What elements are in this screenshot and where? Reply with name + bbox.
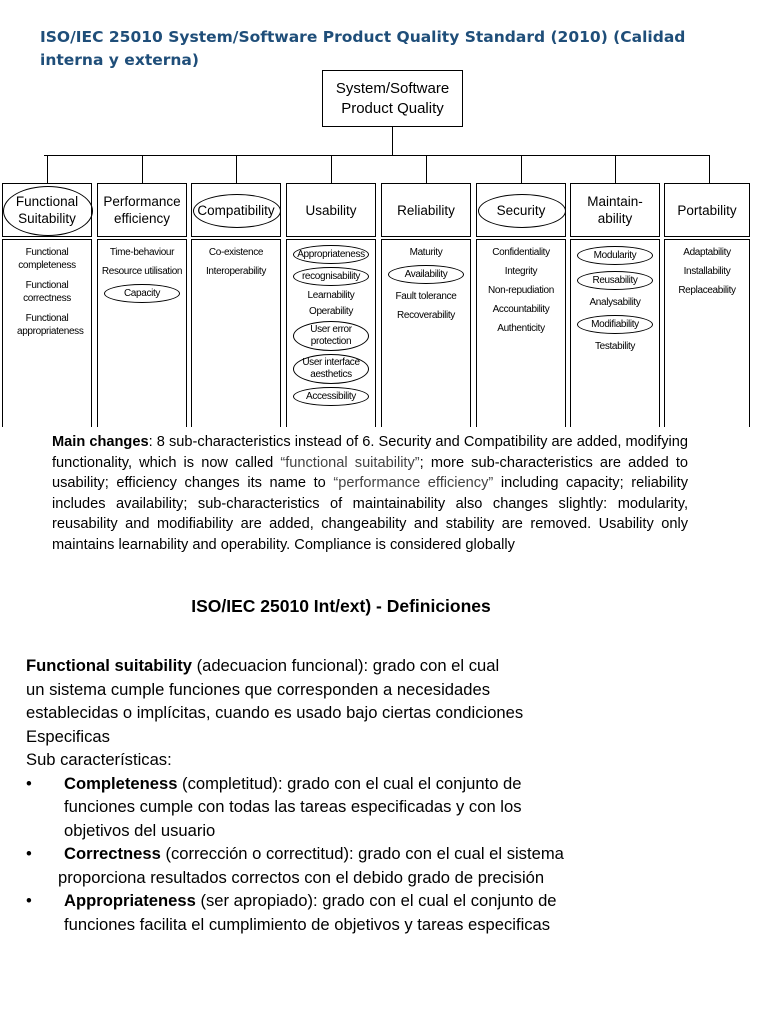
page-title: ISO/IEC 25010 System/Software Product Quality Standard (2010) (Calidad interna y externa) bbox=[40, 28, 686, 69]
main-changes-text-a: : 8 sub-characteristics instead of 6. Security and Compatibility are added, modifying functionality, which is now called bbox=[52, 434, 688, 471]
subcharacteristic: Recoverability bbox=[397, 310, 455, 321]
category-box bbox=[191, 183, 281, 237]
definition-line-4: Especificas bbox=[26, 726, 110, 746]
quote-functional-suitability: “functional suitability” bbox=[280, 454, 420, 471]
category-connector bbox=[426, 155, 427, 183]
bullet-dot: • bbox=[26, 844, 32, 863]
main-changes-text-c: including capacity; reliability includes availability; sub-characteristics of maintainability also changes slightly: modularity, reusability and modifiability are added, changeability and stability are removed. Usability only maintains learnability and operability. Compliance is considered globally bbox=[52, 475, 689, 553]
category-box bbox=[286, 183, 376, 237]
subcharacteristic: Interoperability bbox=[206, 266, 266, 277]
subcharacteristics-box bbox=[476, 239, 566, 427]
subcharacteristic: Functional completeness bbox=[18, 247, 76, 271]
category-connector bbox=[142, 155, 143, 183]
subcharacteristic: Testability bbox=[594, 341, 636, 352]
horizontal-connector bbox=[44, 155, 710, 156]
subcharacteristic: Functional appropriateness bbox=[17, 313, 84, 337]
subcharacteristics-box bbox=[191, 239, 281, 427]
category-box bbox=[570, 183, 660, 237]
root-line-1: System/Software bbox=[335, 79, 450, 97]
subcharacteristic: Analysability bbox=[589, 297, 641, 308]
definition-line-3: establecidas o implícitas, cuando es usado bajo ciertas condiciones bbox=[26, 703, 524, 722]
subcharacteristics-box bbox=[570, 239, 660, 427]
quality-tree-diagram bbox=[0, 0, 768, 430]
subcharacteristic: Operability bbox=[309, 306, 353, 317]
subcharacteristic: Availability bbox=[388, 265, 464, 284]
main-changes-text-b: ; more sub-characteristics are added to usability; efficiency changes its name to bbox=[52, 454, 688, 491]
subcharacteristic: Resource utilisation bbox=[101, 266, 183, 277]
bullet-line-3: objetivos del usuario bbox=[64, 820, 216, 840]
subcharacteristics-box bbox=[664, 239, 750, 427]
category-box bbox=[664, 183, 750, 237]
subcharacteristic: Adaptability bbox=[683, 247, 731, 258]
subcharacteristic: Functional correctness bbox=[23, 280, 71, 304]
subcharacteristic: Accessibility bbox=[293, 387, 369, 406]
subcharacteristic: Authenticity bbox=[497, 323, 545, 334]
bullet-dot: • bbox=[26, 773, 32, 793]
definitions-heading: ISO/IEC 25010 Int/ext) - Definiciones bbox=[191, 596, 491, 616]
subcharacteristics-box bbox=[2, 239, 92, 427]
category-connector bbox=[331, 155, 332, 183]
subcharacteristic: Replaceability bbox=[678, 285, 736, 296]
category-connector bbox=[521, 155, 522, 183]
bullet-correctness bbox=[26, 842, 726, 889]
bullet-completeness bbox=[26, 772, 726, 843]
subcharacteristic: Maturity bbox=[409, 247, 443, 258]
definition-line-2: un sistema cumple funciones que corresponden a necesidades bbox=[26, 679, 490, 699]
bullet-line-2: funciones cumple con todas las tareas especificadas y con los bbox=[64, 797, 522, 816]
bullet-term: Appropriateness bbox=[64, 891, 196, 910]
definitions-section bbox=[26, 654, 726, 936]
category-label: Functional Suitability bbox=[15, 194, 79, 226]
bullet-term: Correctness bbox=[64, 844, 161, 863]
subcharacteristic: Time-behaviour bbox=[109, 247, 175, 258]
category-connector bbox=[47, 155, 48, 183]
category-label: Usability bbox=[305, 202, 357, 218]
category-connector bbox=[615, 155, 616, 183]
subcharacteristic: Appropriateness bbox=[293, 245, 369, 264]
main-changes-paragraph bbox=[52, 432, 688, 555]
subcharacteristic: Integrity bbox=[504, 266, 538, 277]
subcharacteristic: Modularity bbox=[577, 246, 653, 265]
bullet-line-2: funciones facilita el cumplimiento de objetivos y tareas especificas bbox=[64, 914, 551, 934]
root-line-2: Product Quality bbox=[341, 99, 444, 117]
subcharacteristic: Confidentiality bbox=[492, 247, 550, 258]
category-label: Maintain-ability bbox=[587, 194, 643, 226]
bullet-line-1: (corrección o correctitud): grado con el cual el sistema bbox=[160, 844, 564, 863]
subcharacteristic: User error protection bbox=[293, 321, 369, 351]
bullet-line-1: (ser apropiado): grado con el cual el conjunto de bbox=[195, 891, 557, 910]
category-connector bbox=[236, 155, 237, 183]
bullet-line-1: (completitud): grado con el cual el conjunto de bbox=[177, 773, 522, 793]
subcharacteristic: User interface aesthetics bbox=[293, 354, 369, 384]
subcharacteristic: Accountability bbox=[492, 304, 550, 315]
category-connector bbox=[709, 155, 710, 183]
bullet-term: Completeness bbox=[64, 773, 178, 793]
subcharacteristics-box bbox=[97, 239, 187, 427]
subcharacteristic: Capacity bbox=[104, 284, 180, 303]
definition-line-1: (adecuacion funcional): grado con el cual bbox=[191, 656, 500, 675]
functional-suitability-term: Functional suitability bbox=[26, 656, 192, 675]
category-label: Reliability bbox=[397, 202, 455, 218]
category-box bbox=[2, 183, 92, 237]
category-label: Compatibility bbox=[197, 202, 275, 218]
root-connector bbox=[392, 127, 393, 155]
category-label: Portability bbox=[677, 202, 737, 218]
root-node bbox=[322, 70, 463, 127]
subcharacteristic: Non-repudiation bbox=[488, 285, 554, 296]
category-box bbox=[97, 183, 187, 237]
subcharacteristic: Installability bbox=[683, 266, 731, 277]
category-box bbox=[381, 183, 471, 237]
bullet-appropriateness bbox=[26, 889, 726, 936]
functional-suitability-definition bbox=[26, 654, 726, 772]
subcharacteristics-box bbox=[381, 239, 471, 427]
subcharacteristic: Co-existence bbox=[208, 247, 264, 258]
quote-performance-efficiency: “performance efficiency” bbox=[333, 475, 494, 491]
subcharacteristic: Fault tolerance bbox=[395, 291, 457, 302]
category-box bbox=[476, 183, 566, 237]
category-label: Performance efficiency bbox=[103, 194, 181, 226]
subcharacteristics-box bbox=[286, 239, 376, 427]
subcharacteristic: Learnability bbox=[307, 290, 355, 301]
category-label: Security bbox=[496, 202, 546, 218]
bullet-line-2: proporciona resultados correctos con el debido grado de precisión bbox=[58, 867, 545, 887]
main-changes-label: Main changes bbox=[52, 434, 149, 450]
subcharacteristic: Modifiability bbox=[577, 315, 653, 334]
bullet-dot: • bbox=[26, 891, 32, 910]
sub-characteristics-label: Sub características: bbox=[26, 750, 172, 769]
subcharacteristic: recognisability bbox=[293, 267, 369, 286]
subcharacteristic: Reusability bbox=[577, 271, 653, 290]
